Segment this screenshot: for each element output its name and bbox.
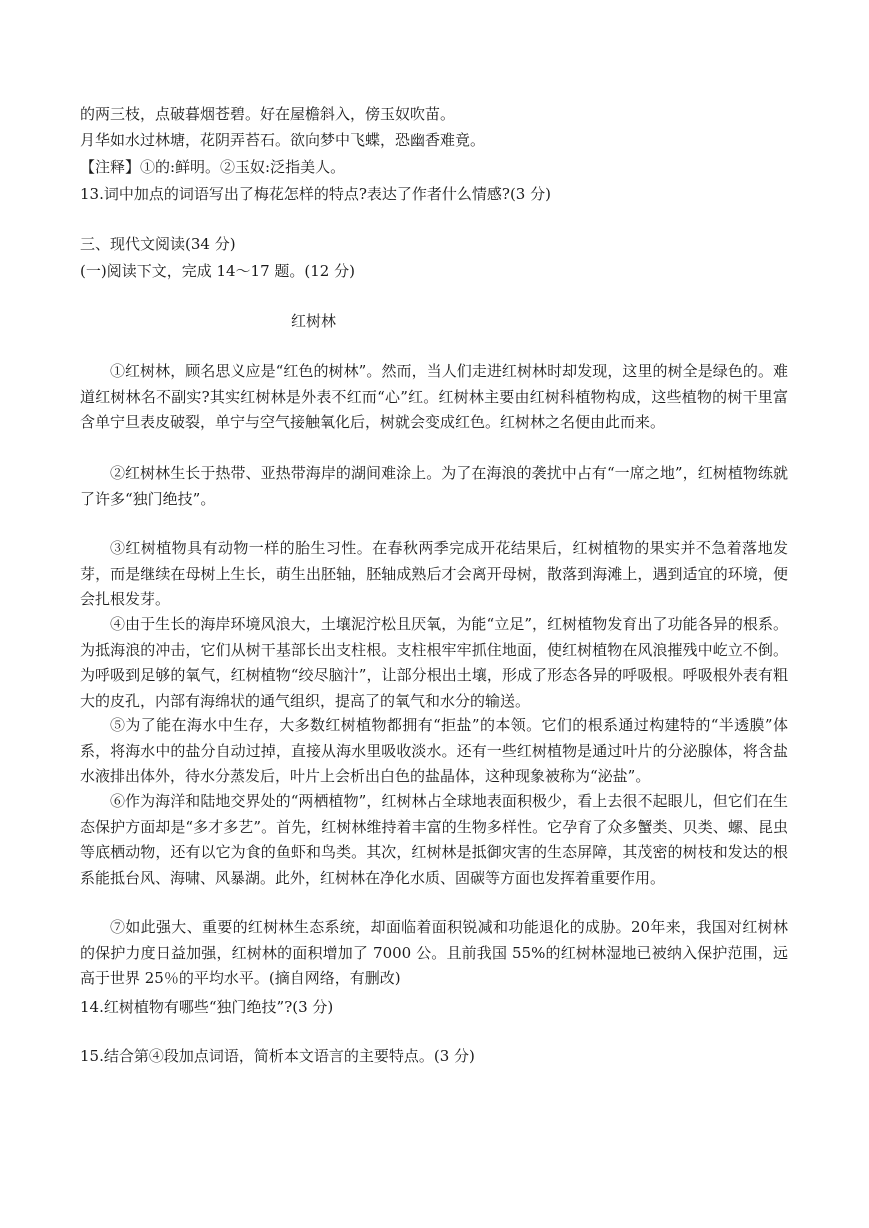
section-heading: 三、现代文阅读(34 分) — [80, 235, 236, 253]
article-paragraph-1: ①红树林，顾名思义应是“红色的树林”。然而，当人们走进红树林时却发现，这里的树全是绿色的。难道红树林名不副实?其实红树林是外表不红而“心”红。红树林主要由红树科植物构成，这些植物的树干里富含单宁旦表皮破裂，单宁与空气接触氧化后，树就会变成红色。红树林之名便由此而来。 — [80, 362, 788, 432]
poem-note: 【注释】①的:鲜明。②玉奴:泛指美人。 — [80, 158, 346, 176]
poem-line-1: 的两三枝，点破暮烟苍碧。好在屋檐斜入，傍玉奴吹苗。 — [80, 105, 456, 123]
question-13: 13.词中加点的词语写出了梅花怎样的特点?表达了作者什么情感?(3 分) — [80, 185, 551, 203]
article-paragraph-7: ⑦如此强大、重要的红树林生态系统，却面临着面积锐减和功能退化的成胁。20年来，我国对红树林的保护力度日益加强，红树林的面积增加了 7000 公。且前我国 55%的红树林湿地已被纳入保护范围，远高于世界 25％的平均水平。(摘自网络，有删改) — [80, 918, 788, 988]
article-title: 红树林 — [290, 312, 336, 330]
section-subheading: (一)阅读下文，完成 14～17 题。(12 分) — [80, 262, 355, 280]
question-14: 14.红树植物有哪些“独门绝技”?(3 分) — [80, 998, 334, 1016]
article-paragraph-5: ⑤为了能在海水中生存，大多数红树植物都拥有“拒盐”的本领。它们的根系通过构建特的“半透膜”体系，将海水中的盐分自动过掉，直接从海水里吸收淡水。还有一些红树植物是通过叶片的分泌腺体，将含盐水液排出体外，待水分蒸发后，叶片上会析出白色的盐晶体，这种现象被称为“泌盐”。 — [80, 716, 788, 786]
article-paragraph-4: ④由于生长的海岸环境风浪大，土壤泥泞松且厌氧，为能“立足”，红树植物发育出了功能各异的根系。为抵海浪的冲击，它们从树干基部长出支柱根。支柱根牢牢抓住地面，使红树植物在风浪摧残中屹立不倒。为呼吸到足够的氧气，红树植物“绞尽脑汁”，让部分根出土壤，形成了形态各异的呼吸根。呼吸根外表有粗大的皮孔，内部有海绵状的通气组织，提高了的氧气和水分的输送。 — [80, 615, 788, 710]
poem-line-2: 月华如水过林塘，花阴弄苔石。欲向梦中飞蝶，恐幽香难竟。 — [80, 131, 486, 149]
article-paragraph-3: ③红树植物具有动物一样的胎生习性。在春秋两季完成开花结果后，红树植物的果实并不急着落地发芽，而是继续在母树上生长，萌生出胚轴，胚轴成熟后才会离开母树，散落到海滩上，遇到适宜的环境，便会扎根发芽。 — [80, 539, 788, 609]
article-paragraph-6: ⑥作为海洋和陆地交界处的“两栖植物”，红树林占全球地表面积极少，看上去很不起眼儿，但它们在生态保护方面却是“多才多艺”。首先，红树林维持着丰富的生物多样性。它孕育了众多蟹类、贝类、螺、昆虫等底栖动物，还有以它为食的鱼虾和鸟类。其次，红树林是抵御灾害的生态屏障，其茂密的树枝和发达的根系能抵台风、海啸、风暴湖。此外，红树林在净化水质、固碳等方面也发挥着重要作用。 — [80, 792, 788, 887]
question-15: 15.结合第④段加点词语，简析本文语言的主要特点。(3 分) — [80, 1047, 475, 1065]
article-paragraph-2: ②红树林生长于热带、亚热带海岸的湖间难涂上。为了在海浪的袭扰中占有“一席之地”，红树植物练就了许多“独门绝技”。 — [80, 464, 788, 508]
